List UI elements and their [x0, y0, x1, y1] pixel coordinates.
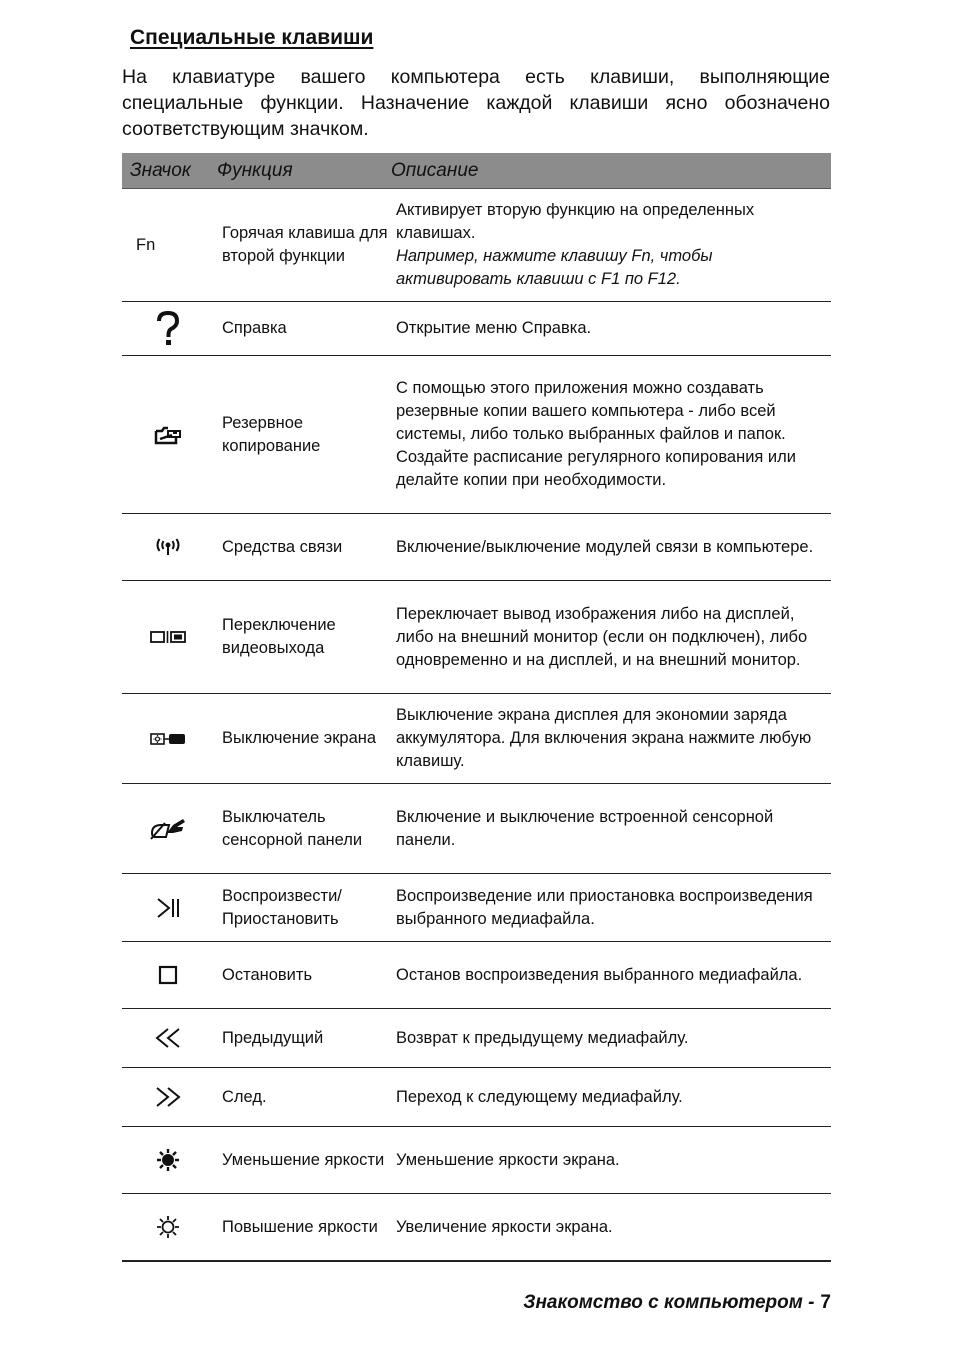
wireless-icon	[122, 538, 222, 556]
description-text: Активирует вторую функцию на определенных клавишах.	[396, 201, 755, 242]
next-icon	[122, 1086, 222, 1108]
table-row	[122, 189, 831, 302]
header-icon: Значок	[130, 160, 191, 181]
display-toggle-icon	[122, 630, 222, 644]
function-cell: Горячая клавиша для второй функции	[222, 224, 388, 265]
fn-icon-label: Fn	[136, 235, 156, 254]
table-row	[122, 1068, 831, 1127]
table-row	[122, 874, 831, 942]
stop-icon	[122, 965, 222, 985]
function-cell: Воспроизвести/ Приостановить	[222, 886, 342, 928]
description-cell: Переход к следующему медиафайлу.	[396, 1087, 683, 1106]
table-row	[122, 784, 831, 874]
header-description: Описание	[391, 160, 479, 181]
play-pause-icon	[122, 897, 222, 919]
function-cell: Резервное копирование	[222, 413, 321, 455]
description-cell: Переключает вывод изображения либо на дисплей, либо на внешний монитор (если он подключен), либо одновременно и на дисплей, и на внешний монитор.	[396, 604, 808, 669]
function-cell: Выключатель сенсорной панели	[222, 807, 363, 849]
section-title: Специальные клавиши	[130, 26, 374, 49]
function-cell: Справка	[222, 319, 287, 337]
function-cell: Уменьшение яркости	[222, 1150, 385, 1169]
fn-icon	[122, 234, 222, 257]
page-footer	[523, 1292, 831, 1314]
table-row	[122, 1194, 831, 1262]
function-cell: Выключение экрана	[222, 729, 377, 747]
display-off-icon	[122, 732, 222, 746]
table-row	[122, 1009, 831, 1068]
special-keys-table	[122, 153, 831, 1262]
header-function: Функция	[217, 160, 293, 181]
description-example: Например, нажмите клавишу Fn, чтобы активировать клавиши с F1 по F12.	[396, 247, 713, 288]
description-cell: Выключение экрана дисплея для экономии заряда аккумулятора. Для включения экрана нажмите любую клавишу.	[396, 706, 812, 770]
table-row	[122, 581, 831, 694]
table-row	[122, 302, 831, 356]
table-row	[122, 942, 831, 1009]
brightness-down-icon	[122, 1148, 222, 1172]
function-cell: Переключение видеовыхода	[222, 616, 336, 657]
description-cell: Воспроизведение или приостановка воспроизведения выбранного медиафайла.	[396, 886, 813, 928]
function-cell: След.	[222, 1087, 267, 1106]
description-cell: Включение и выключение встроенной сенсорной панели.	[396, 807, 774, 849]
description-cell: С помощью этого приложения можно создавать резервные копии вашего компьютера - либо всей системы, либо только выбранных файлов и папок. Создайте расписание регулярного копирования или делайте копии при необходимости.	[396, 379, 796, 489]
table-row	[122, 694, 831, 784]
page-number: 7	[820, 1292, 831, 1313]
description-cell: Открытие меню Справка.	[396, 319, 592, 337]
function-cell: Остановить	[222, 965, 313, 984]
question-mark-icon	[122, 311, 222, 347]
description-cell: Включение/выключение модулей связи в компьютере.	[396, 537, 814, 556]
description-cell: Уменьшение яркости экрана.	[396, 1150, 620, 1169]
touchpad-toggle-icon	[122, 817, 222, 841]
table-row	[122, 356, 831, 514]
previous-icon	[122, 1027, 222, 1049]
brightness-up-icon	[122, 1215, 222, 1239]
function-cell: Средства связи	[222, 537, 343, 556]
table-header	[122, 153, 831, 189]
function-cell: Повышение яркости	[222, 1217, 378, 1236]
table-row	[122, 514, 831, 581]
table-row	[122, 1127, 831, 1194]
backup-icon	[122, 424, 222, 446]
description-cell	[396, 199, 831, 291]
description-cell: Возврат к предыдущему медиафайлу.	[396, 1028, 689, 1047]
function-cell: Предыдущий	[222, 1028, 324, 1047]
description-cell: Увеличение яркости экрана.	[396, 1217, 613, 1236]
footer-text: Знакомство с компьютером -	[523, 1292, 815, 1313]
intro-paragraph: На клавиатуре вашего компьютера есть клавиши, выполняющие специальные функции. Назначение каждой клавиши ясно обозначено соответствующим значком.	[122, 66, 830, 140]
description-cell: Останов воспроизведения выбранного медиафайла.	[396, 965, 803, 984]
